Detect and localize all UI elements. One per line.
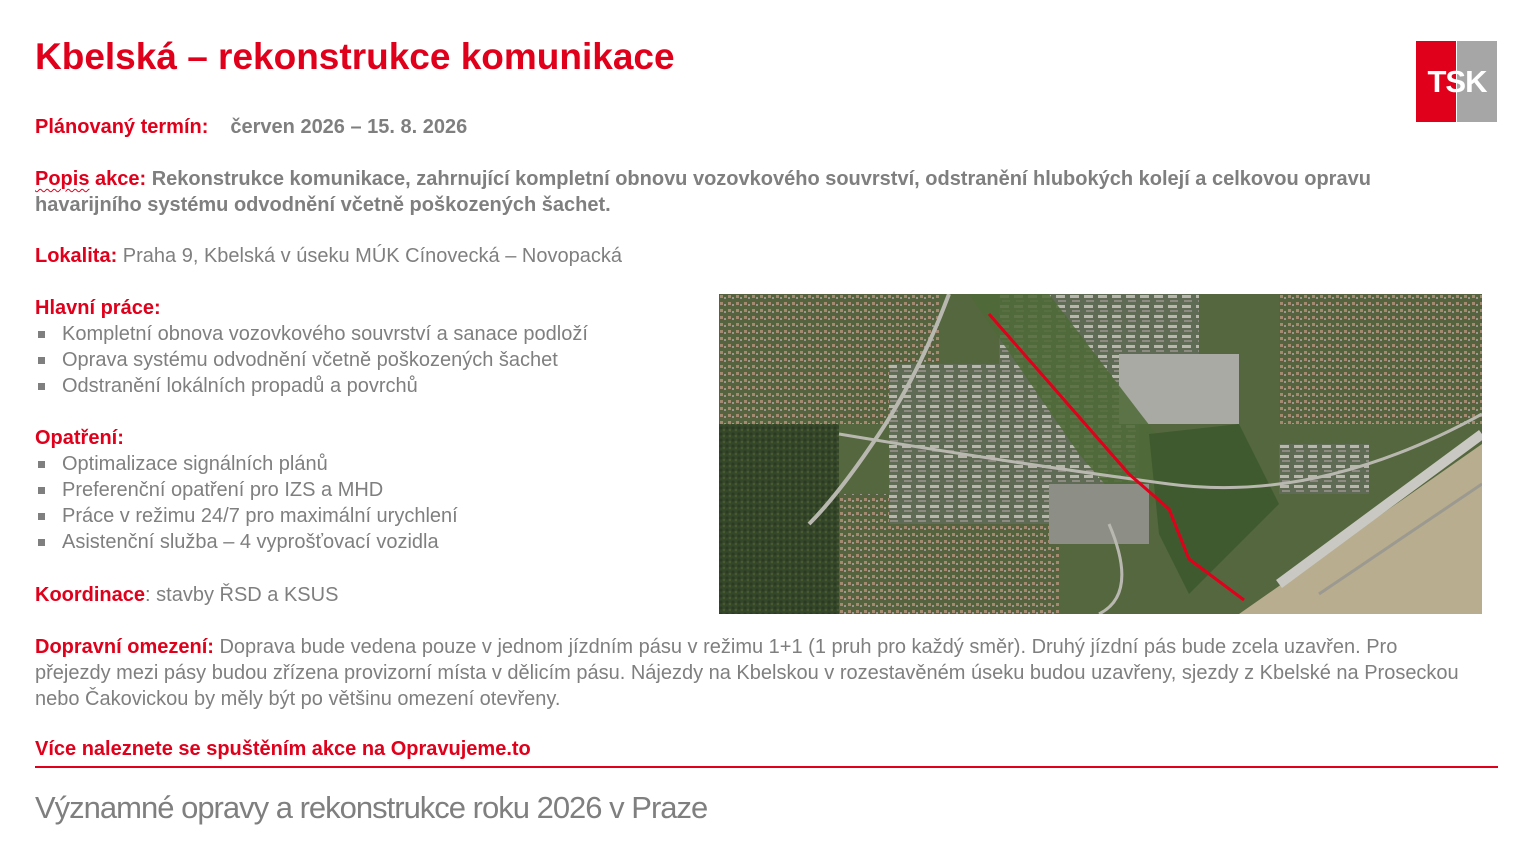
popis-paragraph [35,166,1475,218]
termin-row [35,114,467,140]
list-item: Optimalizace signálních plánů [35,451,458,477]
more-info-link[interactable]: Více naleznete se spuštěním akce na Opravujeme.to [35,738,531,760]
omezeni-text: Doprava bude vedena pouze v jednom jízdním pásu v režimu 1+1 (1 pruh pro každý směr). Druhý jízdní pás bude zcela uzavřen. Pro přejezdy mezi pásy budou zřízena provizorní místa v dělicím pásu. Nájezdy na Kbelskou v rozestavěném úseku budou uzavřeny, sjezdy z Kbelské na Proseckou nebo Čakovickou by měly být po většinu omezení otevřeny. [35,636,1459,710]
hlavni-prace-section [35,295,588,399]
tsk-logo [1416,41,1497,122]
popis-label-b: akce: [89,168,147,190]
list-item: Práce v režimu 24/7 pro maximální urychlení [35,503,458,529]
koordinace-row [35,582,338,608]
aerial-map-image [719,294,1482,614]
termin-label: Plánovaný termín: [35,116,209,138]
svg-text:TSK: TSK [1427,64,1487,99]
footer-title: Významné opravy a rekonstrukce roku 2026 v Praze [35,790,708,825]
popis-label-a: Popis [35,168,90,190]
list-item: Kompletní obnova vozovkového souvrství a sanace podloží [35,321,588,347]
opatreni-label: Opatření: [35,427,124,449]
hlavni-prace-label: Hlavní práce: [35,297,161,319]
opatreni-section [35,425,458,555]
koordinace-text: : stavby ŘSD a KSUS [145,584,339,606]
omezeni-label: Dopravní omezení: [35,636,214,658]
page-title: Kbelská – rekonstrukce komunikace [35,36,675,77]
koordinace-label: Koordinace [35,584,146,606]
omezeni-paragraph [35,634,1475,712]
list-item: Odstranění lokálních propadů a povrchů [35,373,588,399]
termin-value: červen 2026 – 15. 8. 2026 [230,116,468,138]
lokalita-label: Lokalita: [35,245,118,267]
list-item: Asistenční služba – 4 vyprošťovací vozidla [35,529,458,555]
lokalita-row [35,243,622,269]
popis-text: Rekonstrukce komunikace, zahrnující kompletní obnovu vozovkového souvrství, odstranění hlubokých kolejí a celkovou opravu havarijního systému odvodnění včetně poškozených šachet. [35,168,1371,216]
list-item: Oprava systému odvodnění včetně poškozených šachet [35,347,588,373]
divider [35,766,1498,768]
list-item: Preferenční opatření pro IZS a MHD [35,477,458,503]
lokalita-text: Praha 9, Kbelská v úseku MÚK Cínovecká – Novopacká [117,245,622,267]
